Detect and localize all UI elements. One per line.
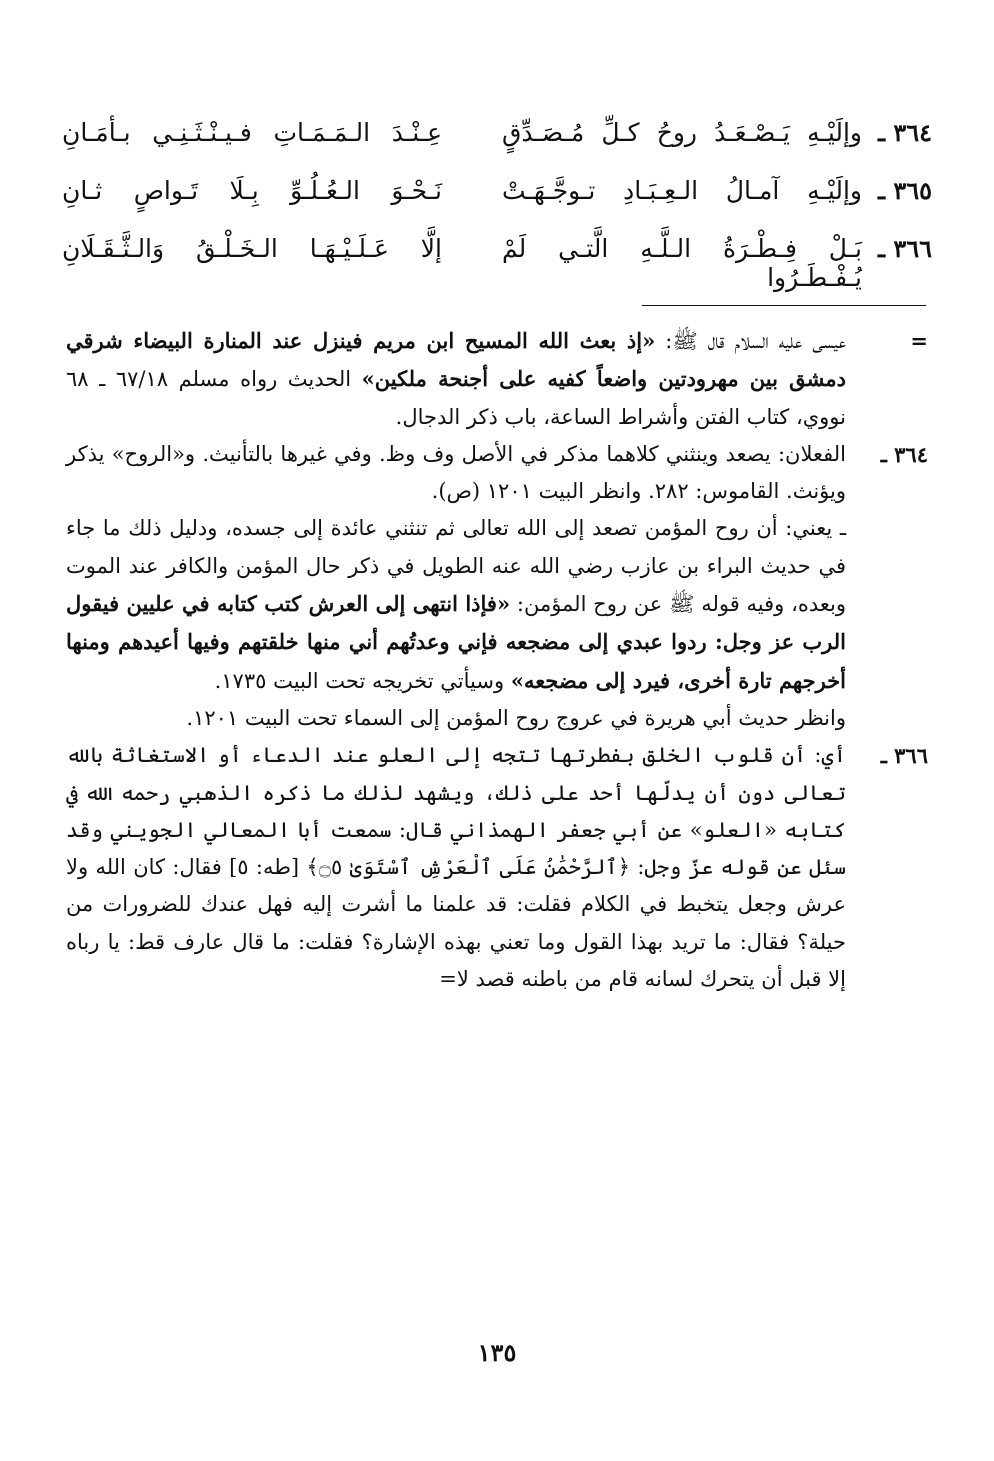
footnotes [66,322,928,998]
footnote-text [66,436,846,511]
footnote-text-run: وانظر حديث أبي هريرة في عروج روح المؤمن إلى السماء تحت البيت ١٢٠١. [186,705,846,730]
hadith-quote: «إذ بعث الله المسيح ابن مريم فينزل عند المنارة البيضاء شرقي دمشق بين مهرودتين واضعاً كفيه على أجنحة ملكين» [66,328,846,392]
verse-first-hemistich: وإلَيْـهِ يَـصْـعَـدُ روحُ كـلِّ مُـصَـدِّقٍ [502,118,862,147]
footnote-continuation [66,322,928,436]
verse-second-hemistich: إلَّا عَـلَـيْـهَـا الـخَـلْـقُ وَالـثَّـقَـلَانِ [62,234,442,263]
footnote-366 [66,737,928,998]
footnote-364 [66,436,928,511]
verse-number: ٣٦٦ ـ [877,234,932,263]
verse-number: ٣٦٥ ـ [877,176,932,205]
footnote-text-run: الفعلان: يصعد وينثني كلاهما مذكر في الأصل وف وظ. وفي غيرها بالتأنيث. و«الروح» يذكر ويؤنث. القاموس: ٢٨٢. وانظر البيت ١٢٠١ (ص). [66,441,846,504]
footnote-text [66,737,846,998]
footnote-text [66,510,846,699]
poem-verses [62,108,932,292]
verse-364 [62,108,932,166]
verse-366 [62,224,932,292]
verse-number: ٣٦٤ ـ [877,118,932,147]
footnote-text-run: عيسى عليه السلام قال ﷺ: [655,329,846,353]
verse-second-hemistich: عِـنْـدَ الـمَـمَـاتِ فـيـنْـثَـنِـي بـأمَـانِ [62,118,442,147]
footnote-text-run: ـ يعني: أن روح المؤمن تصعد إلى الله تعالى ثم تنثني عائدة إلى جسده، ودليل ذلك ما جاء في حديث البراء بن عازب رضي الله عنه الطويل في ذكر حال المؤمن والكافر عند الموت وبعده، وفيه قوله ﷺ عن روح المؤمن: [66,516,846,617]
footnote-364-reference [66,700,928,737]
footnote-marker: ٣٦٦ ـ [880,743,928,769]
hadith-quote: «فإذا انتهى إلى العرش كتب كتابه في عليين فيقول الرب عز وجل: ردوا عبدي إلى مضجعه فإني وعدتُهم أني منها خلقتهم وفيها أعيدهم ومنها أخرجهم تارة أخرى، فيرد إلى مضجعه» [66,591,846,693]
footnote-text [66,700,846,737]
verse-first-hemistich: بَـلْ فِـطْـرَةُ الـلَّـهِ الَّتـي لَمْ يُـفْـطَـرُوا [502,234,862,292]
footnote-separator [642,305,926,306]
footnote-text-run: وسيأتي تخريجه تحت البيت ١٧٣٥. [214,668,511,693]
verse-first-hemistich: وإلَيْـهِ آمـالُ الـعِـبَـادِ تـوجَّـهَـتْ [502,176,862,205]
footnote-text-run: أي: أن قلوب الخلق بفطرتها تتجه إلى العلو عند الدعاء أو الاستغاثة بالله تعالى دون أن يدلّها أحد على ذلك، ويشهد لذلك ما ذكره الذهبي رحمه الله في كتابه «العلو» عن أبي جعفر الهمذاني قال: سمعت أبا المعالي الجويني وقد سئل عن قوله عزّ وجل: ﴿ٱلرَّحْمَٰنُ عَلَى ٱلْعَرْشِ ٱسْتَوَىٰ ۝٥﴾ [طه: ٥] فقال: كان الله ولا عرش وجعل يتخبط في الكلام فقلت: قد علمنا ما أشرت إليه فهل عندك للضرورات من حيلة؟ فقال: ما تريد بهذا القول وما تعني بهذه الإشارة؟ فقلت: ما قال عارف قط: يا رباه إلا قبل أن يتحرك لسانه قام من باطنه قصد لا= [66,743,846,992]
page-number: ١٣٥ [477,1338,517,1367]
footnote-marker: = [910,328,928,353]
footnote-364-explanation [66,510,928,699]
verse-365 [62,166,932,224]
footnote-marker: ٣٦٤ ـ [880,441,928,467]
footnote-text [66,322,846,436]
verse-second-hemistich: نَـحْـوَ الـعُـلُـوِّ بِـلَا تَـواصٍ ثـانِ [62,176,442,205]
footnote-text-run: الحديث رواه مسلم ٦٧/١٨ ـ ٦٨ نووي، كتاب الفتن وأشراط الساعة، باب ذكر الدجال. [66,367,846,429]
